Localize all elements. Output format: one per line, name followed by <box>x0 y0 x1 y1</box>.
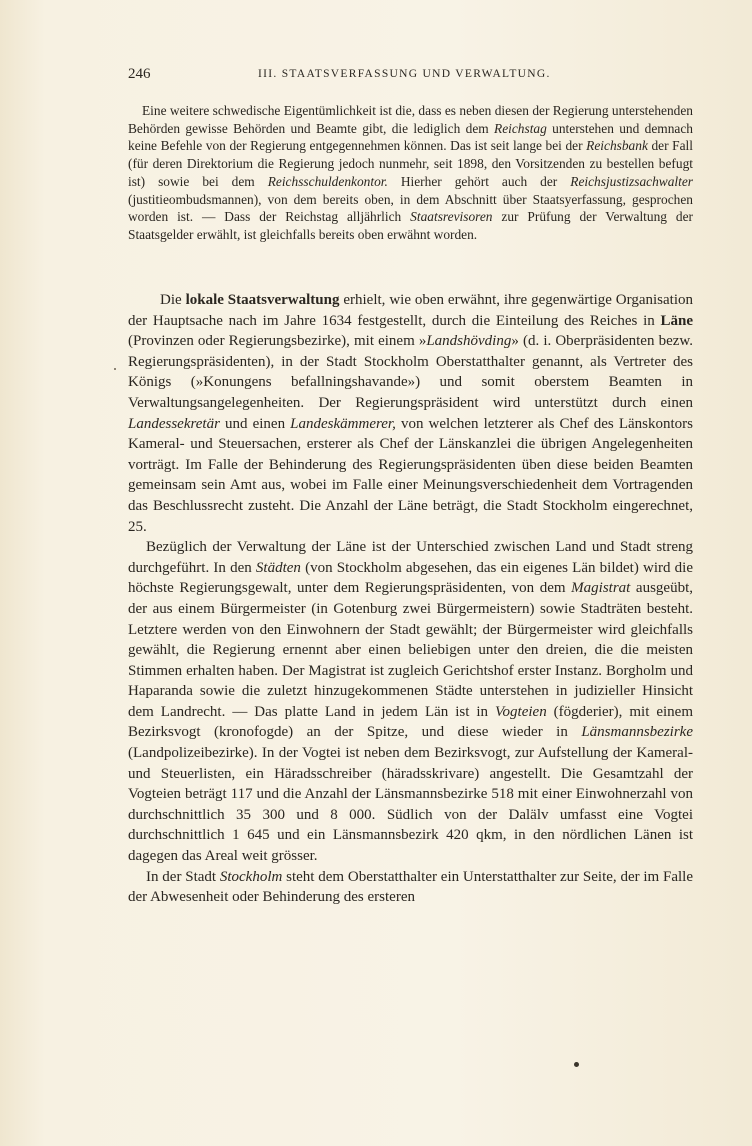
text-run: (Provinzen oder Regierungsbezirke), mit einem » <box>128 333 427 350</box>
text-run: und einen <box>219 415 291 432</box>
text-run: (justitieombudsmannen), von dem bereits oben, in dem Abschnitt über Staatsyerfassung, gesprochen worden ist. — Dass der Reichstag alljährlich <box>128 191 693 225</box>
small-print-block <box>128 102 693 244</box>
text-run: (fögderier), mit einem Bezirksvogt (kronofogde) an der Spitze, und diese wieder in <box>128 703 693 741</box>
italic-term: Magistrat <box>571 580 631 597</box>
italic-term: Landeskämmerer, <box>290 415 396 432</box>
text-run: steht dem Oberstatthalter ein Unterstatthalter zur Seite, der im Falle der Abwesenheit oder Behinderung des ersteren <box>128 868 694 906</box>
running-head: III. STAATSVERFASSUNG UND VERWALTUNG. <box>258 68 551 80</box>
text-run: In der Stadt <box>146 868 220 885</box>
text-run: Bezüglich der Verwaltung der Läne ist der Unterschied zwischen Land und Stadt streng durchgeführt. In den <box>128 539 693 576</box>
main-text-block <box>128 290 693 908</box>
page-mark-dot <box>574 1062 579 1067</box>
italic-term: Vogteien <box>495 703 547 720</box>
paper-speck <box>114 368 116 370</box>
italic-term: Städten <box>255 559 301 576</box>
italic-term: Stockholm <box>219 868 283 885</box>
italic-term: Reichsjustizsachwalter <box>570 173 694 189</box>
text-run: » (d. i. Oberpräsidenten bezw. Regierungspräsidenten), in der Stadt Stockholm Oberstatthalter genannt, als Vertreter des Königs (»Konungens befallningshavande») und somit oberstem Beamten in Verwaltungsangelegenheiten. Der Regierungspräsident wird unterstützt durch einen <box>128 333 693 411</box>
italic-term: Reichstag <box>494 120 547 136</box>
page-number: 246 <box>128 66 151 82</box>
text-run: der Fall (für deren Direktorium die Regierung jedoch nunmehr, seit 1898, den Vorsitzenden zu bestellen befugt ist) sowie bei dem <box>128 138 693 189</box>
text-run: zur Prüfung der Verwaltung der Staatsgelder erwählt, ist gleichfalls bereits oben erwähnt worden. <box>128 209 693 242</box>
text-run: ausgeübt, der aus einem Bürgermeister (in Gotenburg zwei Bürgermeistern) sowie Stadträten besteht. Letztere werden von den Einwohnern der Stadt gewählt; der Bürgermeister wird gleichfalls gewählt, die Regierung ernennt aber einen beliebigen unter den dreien, die die meisten Stimmen erhalten haben. Der Magistrat ist zugleich Gerichtshof erster Instanz. Borgholm und Haparanda sowie die zuletzt hinzugekommenen Städte unterstehen in judizieller Hinsicht dem Landrecht. — Das platte Land in jedem Län ist in <box>128 580 693 720</box>
text-run: Die <box>160 292 186 308</box>
text-run: erhielt, wie oben erwähnt, ihre gegenwärtige Organisation der Hauptsache nach im Jahre 1634 festgestellt, durch die Einteilung des Reiches in <box>128 292 694 329</box>
italic-term: Landessekretär <box>128 415 220 432</box>
text-run: Eine weitere schwedische Eigentümlichkeit ist die, dass es neben diesen der Regierung unterstehenden Behörden gewisse Behörden und Beamte gibt, die lediglich dem <box>128 103 693 136</box>
small-paragraph <box>128 102 693 244</box>
italic-term: Landshövding <box>426 333 512 350</box>
bold-term: Läne <box>660 312 693 329</box>
bold-term: lokale Staatsverwaltung <box>185 292 340 308</box>
page-header <box>128 66 693 88</box>
paragraph-stockholm <box>128 867 693 908</box>
paragraph-local-administration <box>128 290 693 537</box>
paragraph-land-and-city <box>128 537 693 867</box>
text-run: Hierher gehört auch der <box>387 173 571 189</box>
text-run: (Landpolizeibezirke). In der Vogtei ist neben dem Bezirksvogt, zur Aufstellung der Kameral- und Steuerlisten, ein Häradsschreiber (häradsskrivare) angestellt. Die Gesamtzahl der Vogteien beträgt 117 und die Anzahl der Länsmannsbezirke 518 mit einer Einwohnerzahl von durchschnittlich 35 300 und 8 000. Südlich von der Dalälv umfasst eine Vogtei durchschnittlich 1 645 und ein Länsmannsbezirk 420 qkm, in den nördlichen Länen ist dagegen das Areal weit grösser. <box>128 745 693 865</box>
italic-term: Staatsrevisoren <box>410 209 493 225</box>
italic-term: Reichsbank <box>586 138 648 154</box>
italic-term: Reichsschuldenkontor. <box>267 173 388 189</box>
italic-term: Länsmannsbezirke <box>581 724 693 741</box>
text-run: unterstehen und demnach keine Befehle von der Regierung entgegennehmen können. Das ist seit lange bei der <box>128 120 693 154</box>
text-run: (von Stockholm abgesehen, das ein eigenes Län bildet) wird die höchste Regierungsgewalt, unter dem Regierungspräsidenten, von dem <box>128 559 693 597</box>
text-run: von welchen letzterer als Chef des Länskontors Kameral- und Steuersachen, ersterer als Chef der Länskanzlei die übrigen Angelegenheiten vorträgt. Im Falle der Behinderung des Regierungspräsidenten üben diese beiden Beamten gemeinsam sein Amt aus, wobei im Falle einer Meinungsverschiedenheit dem Vortragenden das Beschlussrecht zusteht. Die Anzahl der Läne beträgt, die Stadt Stockholm eingerechnet, 25. <box>128 415 693 535</box>
